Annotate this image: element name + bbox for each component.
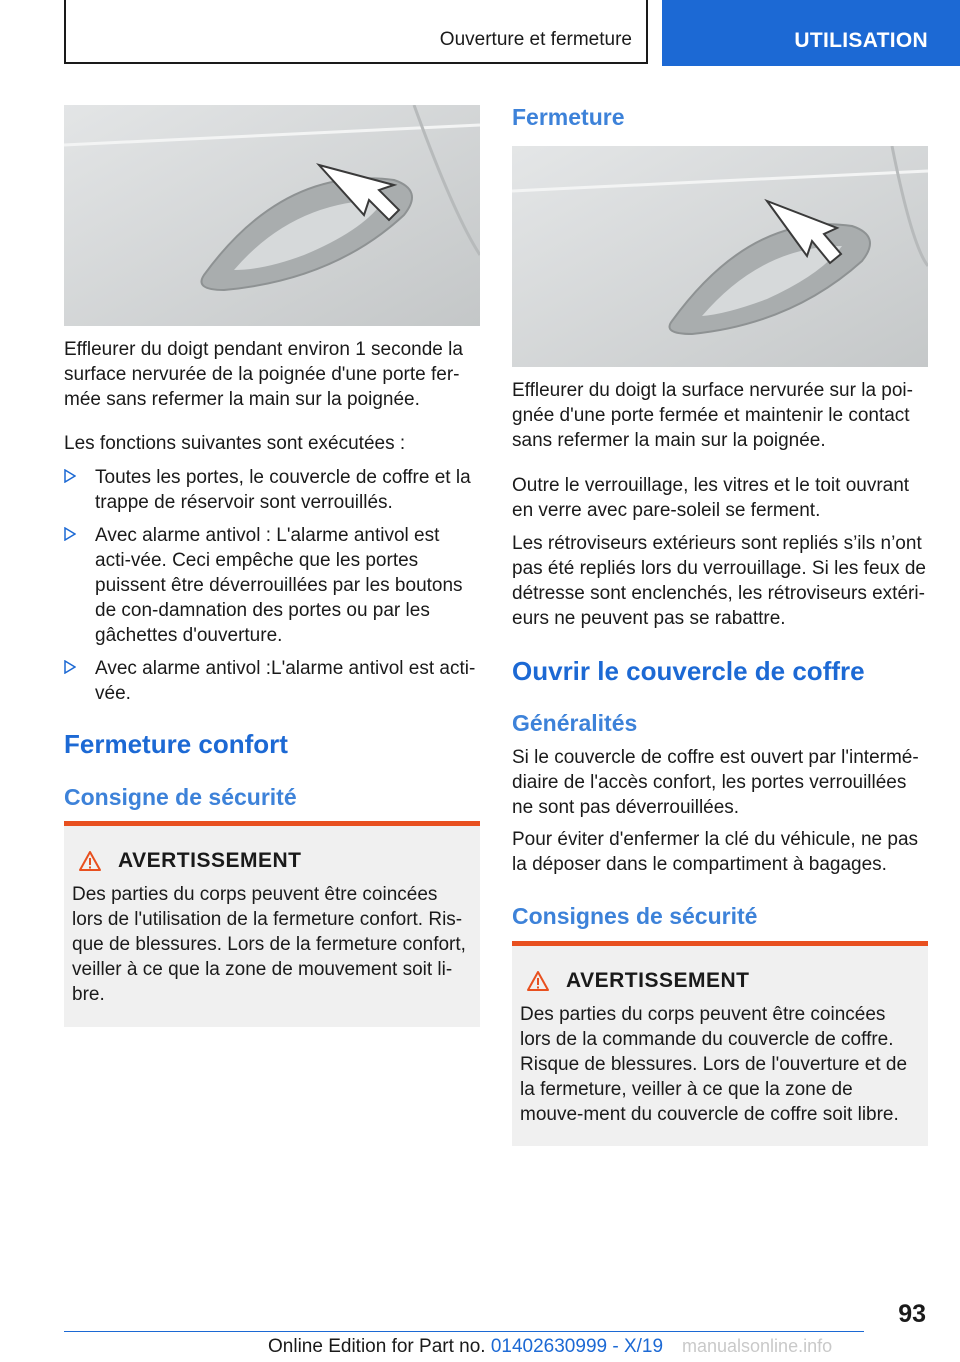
door-handle-image <box>64 105 480 326</box>
list-item: Avec alarme antivol :L'alarme antivol est acti-vée. <box>64 656 480 706</box>
part-number: 01402630999 - X/19 <box>490 1336 664 1357</box>
heading-consignes-securite: Consignes de sécurité <box>512 903 758 929</box>
warning-box <box>512 941 928 1146</box>
section-title: UTILISATION <box>794 29 928 52</box>
triangle-bullet-icon <box>64 469 76 483</box>
edition-prefix: Online Edition for Part no. <box>268 1336 491 1357</box>
paragraph-verrouillage: Outre le verrouillage, les vitres et le toit ouvrant en verre avec pare-soleil se ferment. <box>512 475 910 521</box>
page-header <box>0 0 960 66</box>
edition-note <box>268 1336 663 1358</box>
left-caption: Effleurer du doigt pendant environ 1 seconde la surface nervurée de la poignée d'une porte fer-mée sans refermer la main sur la poignée. <box>64 339 463 410</box>
triangle-bullet-icon <box>64 660 76 674</box>
section-tab <box>662 0 960 66</box>
left-intro: Les fonctions suivantes sont exécutées : <box>64 433 406 454</box>
function-list <box>64 465 480 714</box>
page-number: 93 <box>898 1300 926 1328</box>
right-caption: Effleurer du doigt la surface nervurée sur la poi-gnée d'une porte fermée et maintenir le contact sans refermer la main sur la poignée. <box>512 380 913 451</box>
warning-box <box>64 821 480 1027</box>
chapter-tab <box>64 0 648 64</box>
warning-triangle-icon <box>78 850 102 872</box>
footer-divider <box>64 1331 864 1332</box>
warning-text: Des parties du corps peuvent être coincées lors de la commande du couvercle de coffre. Risque de blessures. Lors de l'ouverture et de la fermeture, veiller à ce que la zone de mouve-ment du couvercle de coffre soit libre. <box>520 1004 908 1125</box>
triangle-bullet-icon <box>64 527 76 541</box>
heading-consigne-securite: Consigne de sécurité <box>64 784 297 810</box>
door-handle-image <box>512 146 928 367</box>
watermark: manualsonline.info <box>682 1336 833 1356</box>
warning-triangle-icon <box>526 970 550 992</box>
warning-title: AVERTISSEMENT <box>118 849 302 872</box>
chapter-title: Ouverture et fermeture <box>439 29 632 50</box>
list-item: Avec alarme antivol : L'alarme antivol est acti-vée. Ceci empêche que les portes puissent être déverrouillées par les boutons de con-damnation des portes ou par les gâchettes d'ouverture. <box>64 523 480 648</box>
warning-title: AVERTISSEMENT <box>566 969 750 992</box>
list-item: Toutes les portes, le couvercle de coffre et la trappe de réservoir sont verrouillés. <box>64 465 480 515</box>
paragraph-acces-confort: Si le couvercle de coffre est ouvert par l'intermé-diaire de l'accès confort, les portes verrouillées ne sont pas déverrouillées. <box>512 747 919 818</box>
paragraph-cle-vehicule: Pour éviter d'enfermer la clé du véhicule, ne pas la déposer dans le compartiment à bagages. <box>512 829 919 875</box>
heading-fermeture: Fermeture <box>512 104 625 130</box>
paragraph-retroviseurs: Les rétroviseurs extérieurs sont repliés s’ils n’ont pas été repliés lors du verrouillage. Si les feux de détresse sont enclenchés, les rétroviseurs extéri-eurs ne peuvent pas se rabattre. <box>512 533 927 629</box>
heading-generalites: Généralités <box>512 710 638 736</box>
heading-fermeture-confort: Fermeture confort <box>64 729 288 759</box>
heading-ouvrir-coffre: Ouvrir le couvercle de coffre <box>512 656 865 686</box>
warning-text: Des parties du corps peuvent être coincées lors de l'utilisation de la fermeture confort. Ris-que de blessures. Lors de la fermeture confort, veiller à ce que la zone de mouvement soit li-bre. <box>72 884 466 1005</box>
